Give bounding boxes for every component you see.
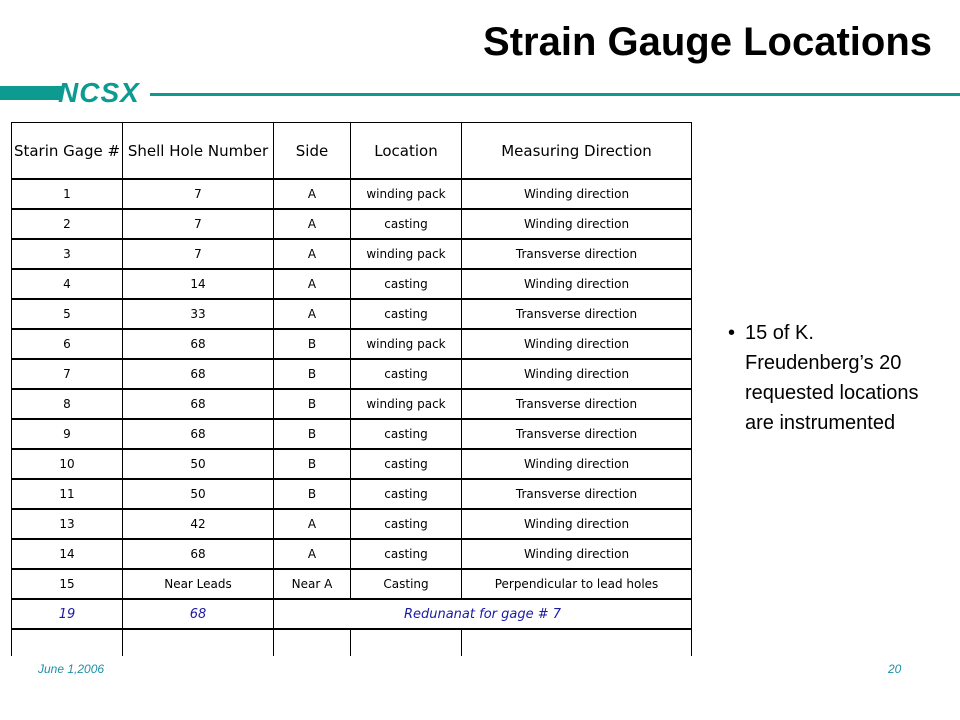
table-row [12, 299, 692, 329]
table-cell: 68 [123, 539, 274, 569]
table-cell: Transverse direction [462, 419, 692, 449]
table-row [12, 509, 692, 539]
table-row [12, 389, 692, 419]
table-cell: 33 [123, 299, 274, 329]
table-cell: 7 [123, 209, 274, 239]
table-cell: 68 [123, 329, 274, 359]
table-cell [274, 629, 351, 656]
column-header: Measuring Direction [462, 123, 692, 180]
table-cell: 7 [12, 359, 123, 389]
column-header: Location [351, 123, 462, 180]
table-row [12, 209, 692, 239]
bullet-text: 15 of K. Freudenberg’s 20 requested locations are instrumented [745, 322, 919, 434]
logo-bar [0, 86, 62, 100]
column-header: Starin Gage # [12, 123, 123, 180]
table-cell: 13 [12, 509, 123, 539]
table-row [12, 269, 692, 299]
table-row [12, 179, 692, 209]
table-cell: 7 [123, 179, 274, 209]
table-cell: Winding direction [462, 329, 692, 359]
table-cell: casting [351, 299, 462, 329]
table-cell: B [274, 389, 351, 419]
table-cell: casting [351, 449, 462, 479]
table-cell: Winding direction [462, 179, 692, 209]
table-cell: Transverse direction [462, 239, 692, 269]
table-cell: 11 [12, 479, 123, 509]
bullet-point [728, 318, 938, 438]
table-row [12, 569, 692, 599]
table-row [12, 539, 692, 569]
table-row-empty [12, 629, 692, 656]
header-divider [150, 93, 960, 96]
table-cell: Winding direction [462, 359, 692, 389]
strain-gauge-table [11, 122, 692, 656]
table-cell: A [274, 269, 351, 299]
table-cell: 50 [123, 479, 274, 509]
table-cell: Near A [274, 569, 351, 599]
table-cell: 7 [123, 239, 274, 269]
table-cell: B [274, 359, 351, 389]
table-cell [351, 629, 462, 656]
table-cell: Winding direction [462, 209, 692, 239]
table-cell: winding pack [351, 239, 462, 269]
table-cell: Winding direction [462, 539, 692, 569]
table-cell: A [274, 299, 351, 329]
footer-date: June 1,2006 [38, 662, 105, 676]
table-cell: 14 [12, 539, 123, 569]
table-cell: Transverse direction [462, 389, 692, 419]
table-cell: 42 [123, 509, 274, 539]
table-cell: casting [351, 209, 462, 239]
table-cell: A [274, 179, 351, 209]
table-cell: casting [351, 479, 462, 509]
table-row [12, 359, 692, 389]
table-cell: 9 [12, 419, 123, 449]
table-cell: Winding direction [462, 269, 692, 299]
table-body [12, 179, 692, 656]
table-cell: A [274, 209, 351, 239]
table-cell: B [274, 449, 351, 479]
table-cell: 68 [123, 359, 274, 389]
table-cell: Transverse direction [462, 479, 692, 509]
table-cell: Winding direction [462, 509, 692, 539]
table-cell: 2 [12, 209, 123, 239]
table-cell: 1 [12, 179, 123, 209]
table-cell [123, 629, 274, 656]
table-cell: Near Leads [123, 569, 274, 599]
table-header-row [12, 123, 692, 180]
table-cell: casting [351, 419, 462, 449]
table-cell: B [274, 329, 351, 359]
table-cell: 10 [12, 449, 123, 479]
table-cell: casting [351, 359, 462, 389]
table-cell [12, 629, 123, 656]
table-cell: winding pack [351, 179, 462, 209]
table-cell: casting [351, 509, 462, 539]
table-cell: 19 [12, 599, 123, 629]
table-cell: 6 [12, 329, 123, 359]
table-cell: 68 [123, 599, 274, 629]
table-row [12, 329, 692, 359]
table-cell: A [274, 509, 351, 539]
column-header: Side [274, 123, 351, 180]
table-cell: B [274, 419, 351, 449]
bullet-marker: • [728, 322, 736, 344]
table-cell: Perpendicular to lead holes [462, 569, 692, 599]
page-number: 20 [888, 662, 902, 676]
table-row [12, 479, 692, 509]
ncsx-logo: NCSX [58, 77, 140, 108]
page-title: Strain Gauge Locations [483, 20, 932, 64]
table-cell: 3 [12, 239, 123, 269]
table-cell: Winding direction [462, 449, 692, 479]
table-cell: B [274, 479, 351, 509]
table-row [12, 449, 692, 479]
table-cell: winding pack [351, 389, 462, 419]
table-row [12, 239, 692, 269]
table-cell: casting [351, 269, 462, 299]
table-cell: 15 [12, 569, 123, 599]
table-cell: 68 [123, 419, 274, 449]
table-cell: 8 [12, 389, 123, 419]
table-cell: Redunanat for gage # 7 [274, 599, 692, 629]
table-cell: 14 [123, 269, 274, 299]
table-row-note [12, 599, 692, 629]
table-cell: A [274, 239, 351, 269]
table-cell: 50 [123, 449, 274, 479]
column-header: Shell Hole Number [123, 123, 274, 180]
table-cell: 5 [12, 299, 123, 329]
table-cell: winding pack [351, 329, 462, 359]
table-cell: 4 [12, 269, 123, 299]
table-cell: Transverse direction [462, 299, 692, 329]
table-cell: casting [351, 539, 462, 569]
table-cell: Casting [351, 569, 462, 599]
table-cell [462, 629, 692, 656]
table-cell: 68 [123, 389, 274, 419]
table-cell: A [274, 539, 351, 569]
table-row [12, 419, 692, 449]
